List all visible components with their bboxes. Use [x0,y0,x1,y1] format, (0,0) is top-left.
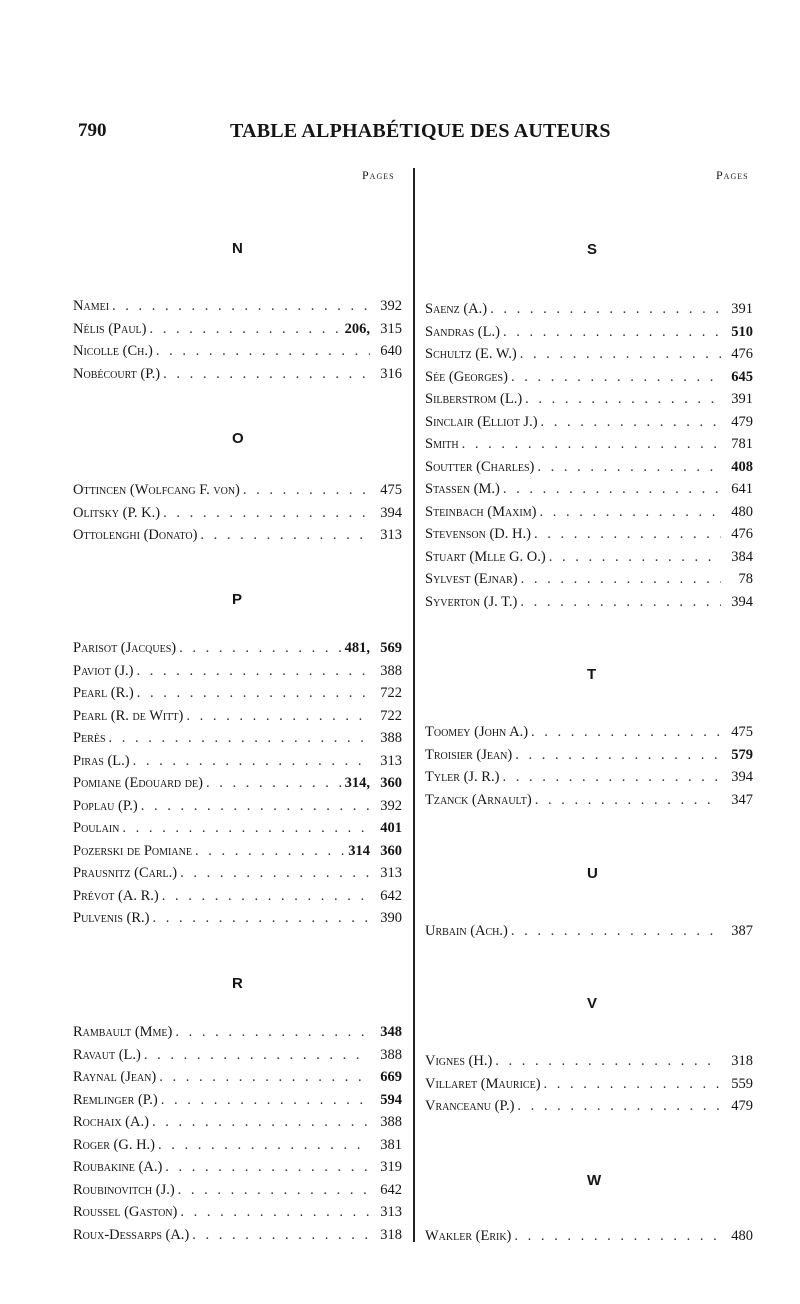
page-ref: 394 [731,593,753,610]
author-name: Raynal (Jean) [73,1069,157,1085]
author-name: Troisier (Jean) [425,746,513,763]
dot-leader [183,705,370,727]
index-entry [73,1111,402,1133]
author-name: Ravaut (L.) [73,1046,141,1063]
author-name: Rambault (Mme) [73,1024,173,1040]
dot-leader [517,591,721,613]
index-entry [425,721,753,743]
author-name: Steinbach (Maxim) [425,503,537,520]
section-letter: V [587,995,598,1012]
index-entry [425,591,753,613]
author-name: Syverton (J. T.) [425,593,518,610]
dot-leader [499,766,721,788]
section-letter: S [587,241,598,258]
author-name: Wakler (Erik) [425,1228,512,1244]
page-ref: 315 [380,320,402,337]
index-entry [425,546,753,568]
dot-leader [177,1201,370,1223]
page-ref: 479 [731,1098,753,1114]
index-entry [425,388,753,410]
dot-leader [459,433,721,455]
dot-leader [531,523,721,545]
dot-leader [546,546,721,568]
dot-leader [162,1156,370,1178]
dot-leader [541,1073,721,1095]
page-ref: 316 [380,365,402,382]
author-name: Piras (L.) [73,752,130,769]
page-ref: 475 [380,482,402,498]
page-ref: 669 [380,1069,402,1085]
column-divider [413,168,415,1242]
dot-leader [153,340,370,362]
dot-leader [176,637,343,659]
dot-leader [159,885,370,907]
index-entry [73,1044,402,1066]
index-entry [425,920,753,942]
extra-page-ref: 206, [344,320,370,337]
author-name: Parisot (Jacques) [73,640,177,656]
extra-page-ref: 481, [344,640,370,656]
dot-leader [160,363,370,385]
index-entry [73,318,402,340]
dot-leader [192,840,346,862]
index-entry [73,524,402,546]
author-name: Villaret (Maurice) [425,1075,541,1092]
page-ref: 360 [380,775,402,791]
dot-leader [534,456,721,478]
dot-leader [119,817,370,839]
page-ref: 579 [731,746,753,763]
index-entry [73,479,402,501]
index-entry [425,523,753,545]
page-ref: 401 [380,820,402,836]
index-entry [73,907,402,929]
section-letter: N [232,240,243,257]
author-name: Pearl (R. de Witt) [73,707,184,724]
page-ref: 318 [380,1226,402,1243]
author-name: Urbain (Ach.) [425,923,508,939]
page-ref: 569 [380,640,402,656]
section-letter: P [232,591,243,608]
index-entry [73,1224,402,1246]
dot-leader [197,524,370,546]
author-name: Roger (G. H.) [73,1136,155,1153]
index-entry [73,772,402,794]
dot-leader [160,502,370,524]
author-name: Roux-Dessarps (A.) [73,1226,190,1243]
page-ref: 387 [731,923,753,939]
index-entry [425,456,753,478]
extra-page-ref: 314 [348,842,370,859]
section-letter: O [232,430,244,447]
page-ref: 390 [380,910,402,926]
author-name: Silberstrom (L.) [425,391,523,407]
page-ref: 391 [731,391,753,407]
index-entry [425,321,753,343]
author-name: Stevenson (D. H.) [425,526,531,542]
author-name: Sée (Georges) [425,368,508,385]
dot-leader [508,366,721,388]
page-ref: 392 [380,797,402,814]
index-entry [73,1066,402,1088]
dot-leader [156,1066,370,1088]
author-name: Pulvenis (R.) [73,910,150,926]
dot-leader [518,568,721,590]
page-ref: 781 [731,436,753,452]
author-name: Sinclair (Elliot J.) [425,413,538,430]
dot-leader [514,1095,721,1117]
page-ref: 388 [380,730,402,746]
index-entry [425,411,753,433]
dot-leader [133,660,370,682]
page-ref: 480 [731,1228,753,1244]
index-entry [73,817,402,839]
index-entry [73,862,402,884]
page-ref: 381 [380,1136,402,1153]
page-ref: 318 [731,1053,753,1069]
dot-leader [511,1225,721,1247]
index-entry [425,478,753,500]
author-name: Pozerski de Pomiane [73,842,192,859]
dot-leader [109,295,370,317]
page-ref: 348 [380,1024,402,1040]
index-entry [73,1021,402,1043]
author-name: Remlinger (P.) [73,1091,158,1108]
index-entry [73,502,402,524]
author-name: Roubinovitch (J.) [73,1181,175,1198]
page-ref: 313 [380,1204,402,1220]
author-name: Paviot (J.) [73,662,134,679]
page-ref: 392 [380,298,402,314]
dot-leader [177,862,370,884]
page-ref: 319 [380,1159,402,1175]
index-entry [425,568,753,590]
page-ref: 360 [380,842,402,859]
index-entry [425,366,753,388]
author-name: Vignes (H.) [425,1053,493,1069]
dot-leader [189,1224,370,1246]
dot-leader [512,744,721,766]
dot-leader [487,298,721,320]
author-name: Nobécourt (P.) [73,365,161,382]
index-entry [73,1179,402,1201]
author-name: Nicolle (Ch.) [73,343,153,359]
page-ref: 78 [738,571,753,587]
index-entry [73,1156,402,1178]
author-name: Stassen (M.) [425,481,500,497]
page-ref: 313 [380,865,402,881]
page-ref: 313 [380,527,402,543]
dot-leader [130,750,370,772]
pages-column-header-left: Pages [362,168,395,182]
author-name: Rochaix (A.) [73,1114,149,1130]
page-ref: 480 [731,503,753,520]
page-ref: 476 [731,346,753,362]
pages-column-header-right: Pages [716,168,749,182]
index-entry [73,660,402,682]
page-ref: 641 [731,481,753,497]
dot-leader [175,1179,370,1201]
author-name: Namei [73,298,110,314]
page-ref: 388 [380,1114,402,1130]
author-name: Smith [425,436,459,452]
index-entry [73,340,402,362]
author-name: Ottolenghi (Donato) [73,527,198,543]
section-letter: U [587,865,598,882]
author-name: Roussel (Gaston) [73,1204,178,1220]
page-ref: 391 [731,301,753,317]
index-entry [73,1201,402,1223]
author-name: Soutter (Charles) [425,458,535,475]
page-ref: 388 [380,662,402,679]
index-entry [425,433,753,455]
index-entry [73,1134,402,1156]
author-name: Pearl (R.) [73,685,134,701]
index-entry [425,1050,753,1072]
dot-leader [500,321,721,343]
index-entry [73,840,402,862]
dot-leader [538,411,721,433]
index-entry [73,727,402,749]
index-entry [73,295,402,317]
dot-leader [141,1044,370,1066]
page-ref: 645 [731,368,753,385]
page-ref: 559 [731,1075,753,1092]
dot-leader [528,721,721,743]
index-entry [425,1225,753,1247]
page-ref: 640 [380,343,402,359]
dot-leader [155,1134,370,1156]
page-number: 790 [78,120,107,141]
section-letter: T [587,666,597,683]
author-name: Roubakine (A.) [73,1159,163,1175]
dot-leader [492,1050,721,1072]
dot-leader [106,727,370,749]
page-ref: 510 [731,323,753,340]
index-entry [73,750,402,772]
author-name: Nélis (Paul) [73,320,147,337]
dot-leader [532,789,721,811]
page-ref: 476 [731,526,753,542]
dot-leader [138,795,370,817]
index-entry [73,1089,402,1111]
dot-leader [508,920,721,942]
dot-leader [500,478,721,500]
dot-leader [240,479,370,501]
page-ref: 594 [380,1091,402,1108]
page-ref: 394 [731,769,753,785]
author-name: Tzanck (Arnault) [425,791,532,808]
index-entry [425,1095,753,1117]
dot-leader [522,388,721,410]
author-name: Tyler (J. R.) [425,769,500,785]
index-entry [425,789,753,811]
page-ref: 642 [380,1181,402,1198]
page-ref: 475 [731,724,753,740]
index-entry [425,1073,753,1095]
author-name: Schultz (E. W.) [425,346,517,362]
index-entry [425,501,753,523]
page-ref: 642 [380,887,402,904]
author-name: Ottincen (Wolfcang F. von) [73,482,240,498]
author-name: Saenz (A.) [425,301,488,317]
extra-page-ref: 314, [344,775,370,791]
index-entry [425,766,753,788]
author-name: Olitsky (P. K.) [73,504,161,521]
index-entry [425,343,753,365]
index-entry [425,298,753,320]
page-ref: 722 [380,707,402,724]
index-entry [73,885,402,907]
page-title: TABLE ALPHABÉTIQUE DES AUTEURS [230,120,611,142]
author-name: Perès [73,730,106,746]
author-name: Vranceanu (P.) [425,1098,515,1114]
index-entry [425,744,753,766]
dot-leader [146,318,342,340]
author-name: Poplau (P.) [73,797,138,814]
page-ref: 313 [380,752,402,769]
section-letter: R [232,975,243,992]
dot-leader [150,907,371,929]
dot-leader [536,501,721,523]
page-ref: 394 [380,504,402,521]
page-ref: 388 [380,1046,402,1063]
index-entry [73,795,402,817]
index-entry [73,682,402,704]
dot-leader [149,1111,370,1133]
dot-leader [172,1021,370,1043]
page-ref: 722 [380,685,402,701]
author-name: Pomiane (Edouard de) [73,775,203,791]
page-ref: 408 [731,458,753,475]
author-name: Toomey (John A.) [425,724,529,740]
index-entry [73,637,402,659]
author-name: Poulain [73,820,120,836]
author-name: Sandras (L.) [425,323,500,340]
page-ref: 479 [731,413,753,430]
dot-leader [134,682,370,704]
section-letter: W [587,1172,602,1189]
index-entry [73,705,402,727]
dot-leader [158,1089,370,1111]
index-entry [73,363,402,385]
page-ref: 347 [731,791,753,808]
author-name: Sylvest (Ejnar) [425,571,518,587]
page-ref: 384 [731,548,753,565]
author-name: Prévot (A. R.) [73,887,159,904]
dot-leader [203,772,343,794]
author-name: Stuart (Mlle G. O.) [425,548,546,565]
dot-leader [517,343,721,365]
author-name: Prausnitz (Carl.) [73,865,178,881]
